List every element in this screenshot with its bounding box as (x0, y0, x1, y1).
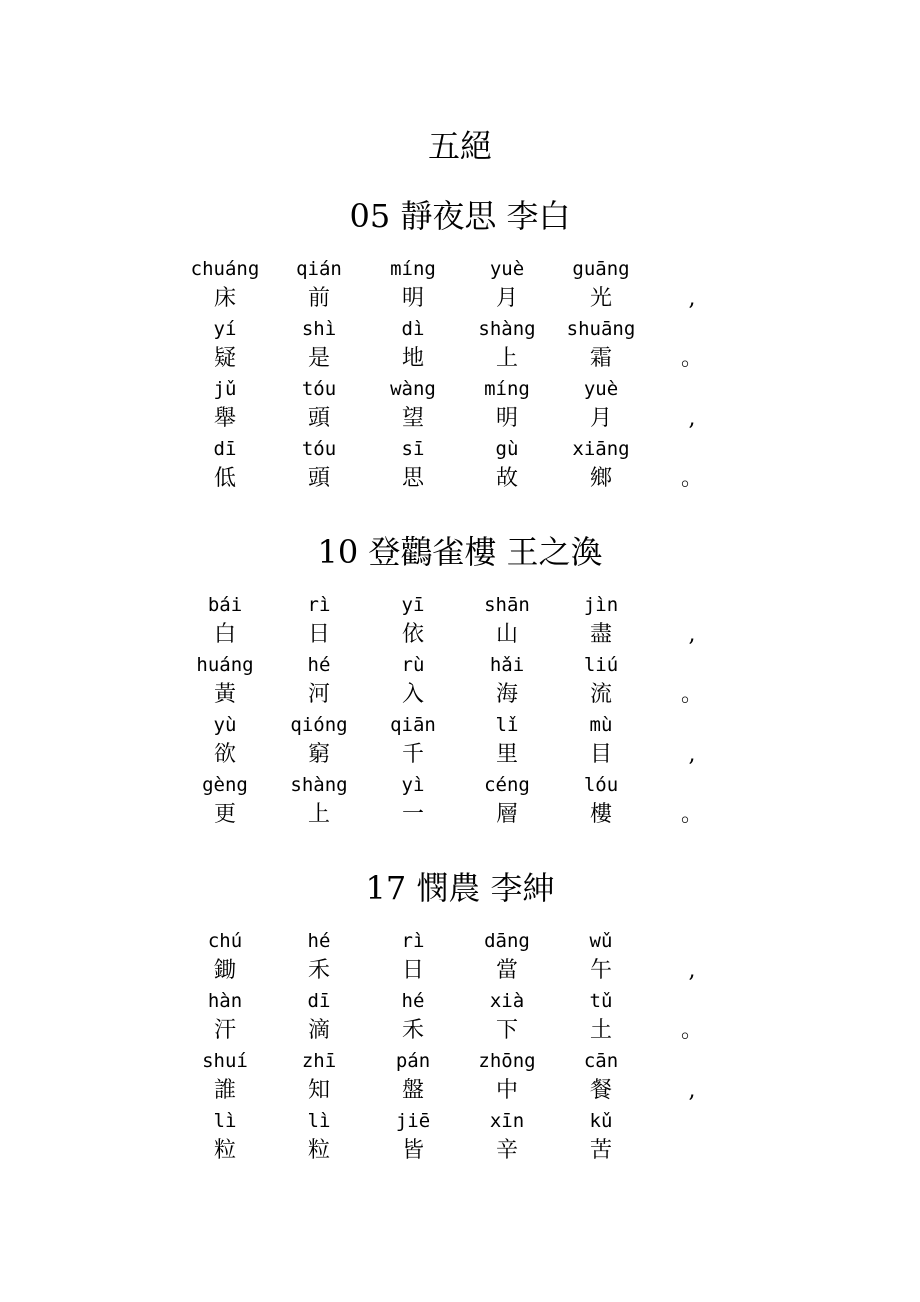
poem-line (0, 1106, 920, 1166)
pinyin-syllable: zhī (301, 1050, 337, 1072)
hanzi-character: 舉 (213, 406, 236, 431)
hanzi-character: 地 (401, 346, 424, 371)
pinyin-syllable: gù (495, 438, 519, 460)
hanzi-character: 山 (495, 622, 518, 647)
hanzi-character: 光 (589, 286, 612, 311)
punctuation-mark: 。 (680, 1018, 703, 1043)
pinyin-row (0, 254, 920, 284)
hanzi-character: 海 (495, 682, 518, 707)
hanzi-character: 中 (495, 1078, 518, 1103)
poem-line (0, 374, 920, 434)
poem-line (0, 986, 920, 1046)
pinyin-syllable: rì (401, 930, 425, 952)
pinyin-syllable: yuè (583, 378, 619, 400)
pinyin-syllable: wàng (390, 378, 436, 400)
hanzi-character: 河 (307, 682, 330, 707)
hanzi-character: 粒 (213, 1138, 236, 1163)
pinyin-row (0, 710, 920, 740)
pinyin-syllable: tóu (301, 378, 337, 400)
hanzi-character: 故 (495, 466, 518, 491)
pinyin-syllable: yuè (489, 258, 525, 280)
pinyin-syllable: bái (207, 594, 243, 616)
pinyin-syllable: dì (401, 318, 425, 340)
pinyin-syllable: guāng (572, 258, 630, 280)
pinyin-syllable: lì (307, 1110, 331, 1132)
punctuation-mark: , (688, 742, 696, 767)
pinyin-syllable: huáng (196, 654, 254, 676)
hanzi-character: 欲 (213, 742, 236, 767)
hanzi-character: 窮 (307, 742, 330, 767)
poem-line (0, 710, 920, 770)
pinyin-syllable: mù (589, 714, 613, 736)
pinyin-syllable: shàng (290, 774, 348, 796)
hanzi-row (0, 344, 920, 374)
hanzi-row (0, 464, 920, 494)
hanzi-character: 午 (589, 958, 612, 983)
pinyin-syllable: jìn (583, 594, 619, 616)
hanzi-row (0, 1136, 920, 1166)
pinyin-syllable: qián (296, 258, 342, 280)
hanzi-row (0, 620, 920, 650)
hanzi-character: 是 (307, 346, 330, 371)
punctuation-mark: 。 (680, 346, 703, 371)
poem-lines (0, 254, 920, 494)
pinyin-syllable: kǔ (589, 1110, 613, 1132)
hanzi-character: 床 (213, 286, 236, 311)
hanzi-character: 里 (495, 742, 518, 767)
pinyin-syllable: lì (213, 1110, 237, 1132)
hanzi-character: 頭 (307, 406, 330, 431)
pinyin-syllable: shuí (202, 1050, 248, 1072)
hanzi-character: 前 (307, 286, 330, 311)
hanzi-character: 月 (495, 286, 518, 311)
hanzi-character: 鋤 (213, 958, 236, 983)
hanzi-character: 日 (401, 958, 424, 983)
pinyin-syllable: shuāng (566, 318, 636, 340)
pinyin-syllable: míng (390, 258, 436, 280)
hanzi-character: 當 (495, 958, 518, 983)
poem-line (0, 770, 920, 830)
poem-lines (0, 926, 920, 1166)
punctuation-mark: , (688, 958, 696, 983)
hanzi-character: 禾 (307, 958, 330, 983)
poem-title: 17 憫農 李紳 (365, 869, 555, 907)
pinyin-syllable: hé (401, 990, 425, 1012)
pinyin-syllable: yí (213, 318, 237, 340)
poem-line (0, 590, 920, 650)
pinyin-syllable: yī (401, 594, 425, 616)
poem-line (0, 434, 920, 494)
hanzi-row (0, 1016, 920, 1046)
hanzi-character: 依 (401, 622, 424, 647)
punctuation-mark: , (688, 286, 696, 311)
hanzi-character: 汗 (213, 1018, 236, 1043)
pinyin-syllable: dāng (484, 930, 530, 952)
hanzi-row (0, 404, 920, 434)
hanzi-character: 流 (589, 682, 612, 707)
poem-line (0, 926, 920, 986)
pinyin-syllable: hé (307, 930, 331, 952)
hanzi-row (0, 284, 920, 314)
hanzi-character: 上 (495, 346, 518, 371)
hanzi-row (0, 800, 920, 830)
pinyin-row (0, 1106, 920, 1136)
hanzi-row (0, 680, 920, 710)
pinyin-row (0, 770, 920, 800)
hanzi-character: 月 (589, 406, 612, 431)
hanzi-character: 餐 (589, 1078, 612, 1103)
pinyin-syllable: rù (401, 654, 425, 676)
punctuation-mark: , (688, 622, 696, 647)
poem-title: 10 登鸛雀樓 王之渙 (317, 533, 603, 571)
hanzi-character: 盡 (589, 622, 612, 647)
hanzi-character: 黃 (213, 682, 236, 707)
pinyin-syllable: míng (484, 378, 530, 400)
punctuation-mark: 。 (680, 466, 703, 491)
hanzi-row (0, 740, 920, 770)
pinyin-syllable: liú (583, 654, 619, 676)
pinyin-row (0, 926, 920, 956)
pinyin-syllable: cān (583, 1050, 619, 1072)
hanzi-character: 目 (589, 742, 612, 767)
pinyin-syllable: xiāng (572, 438, 630, 460)
pinyin-row (0, 650, 920, 680)
hanzi-character: 望 (401, 406, 424, 431)
hanzi-character: 疑 (213, 346, 236, 371)
pinyin-syllable: sī (401, 438, 425, 460)
hanzi-character: 土 (589, 1018, 612, 1043)
pinyin-syllable: qiān (390, 714, 436, 736)
pinyin-syllable: chú (207, 930, 243, 952)
pinyin-syllable: dī (307, 990, 331, 1012)
hanzi-character: 上 (307, 802, 330, 827)
hanzi-character: 層 (495, 802, 518, 827)
pinyin-syllable: xīn (489, 1110, 525, 1132)
poem-line (0, 650, 920, 710)
pinyin-syllable: zhōng (478, 1050, 536, 1072)
hanzi-character: 思 (401, 466, 424, 491)
pinyin-syllable: yù (213, 714, 237, 736)
hanzi-character: 頭 (307, 466, 330, 491)
pinyin-syllable: hàn (207, 990, 243, 1012)
hanzi-character: 盤 (401, 1078, 424, 1103)
hanzi-character: 千 (401, 742, 424, 767)
pinyin-row (0, 1046, 920, 1076)
hanzi-row (0, 1076, 920, 1106)
pinyin-row (0, 374, 920, 404)
hanzi-row (0, 956, 920, 986)
hanzi-character: 霜 (589, 346, 612, 371)
pinyin-syllable: lóu (583, 774, 619, 796)
pinyin-syllable: céng (484, 774, 530, 796)
pinyin-row (0, 434, 920, 464)
hanzi-character: 鄉 (589, 466, 612, 491)
hanzi-character: 皆 (401, 1138, 424, 1163)
page-title: 五絕 (427, 127, 492, 165)
punctuation-mark: , (688, 1078, 696, 1103)
pinyin-syllable: jǔ (213, 378, 237, 400)
poem-line (0, 314, 920, 374)
pinyin-row (0, 314, 920, 344)
hanzi-character: 粒 (307, 1138, 330, 1163)
hanzi-character: 入 (401, 682, 424, 707)
poem-line (0, 254, 920, 314)
hanzi-character: 低 (213, 466, 236, 491)
hanzi-character: 日 (307, 622, 330, 647)
pinyin-syllable: chuáng (190, 258, 260, 280)
pinyin-syllable: shān (484, 594, 530, 616)
pinyin-syllable: tóu (301, 438, 337, 460)
pinyin-syllable: jiē (395, 1110, 431, 1132)
pinyin-syllable: yì (401, 774, 425, 796)
pinyin-syllable: wǔ (589, 930, 613, 952)
pinyin-syllable: gèng (202, 774, 248, 796)
hanzi-character: 樓 (589, 802, 612, 827)
hanzi-character: 白 (213, 622, 236, 647)
hanzi-character: 一 (401, 802, 424, 827)
hanzi-character: 明 (401, 286, 424, 311)
punctuation-mark: 。 (680, 802, 703, 827)
poem-title: 05 靜夜思 李白 (349, 197, 571, 235)
pinyin-syllable: hé (307, 654, 331, 676)
pinyin-syllable: dī (213, 438, 237, 460)
poem-line (0, 1046, 920, 1106)
punctuation-mark: , (688, 406, 696, 431)
pinyin-syllable: tǔ (589, 990, 613, 1012)
hanzi-character: 明 (495, 406, 518, 431)
pinyin-syllable: hǎi (489, 654, 525, 676)
hanzi-character: 辛 (495, 1138, 518, 1163)
hanzi-character: 苦 (589, 1138, 612, 1163)
hanzi-character: 誰 (213, 1078, 236, 1103)
pinyin-syllable: rì (307, 594, 331, 616)
pinyin-syllable: qióng (290, 714, 348, 736)
pinyin-syllable: lǐ (495, 714, 519, 736)
pinyin-syllable: pán (395, 1050, 431, 1072)
punctuation-mark: 。 (680, 682, 703, 707)
hanzi-character: 更 (213, 802, 236, 827)
pinyin-row (0, 590, 920, 620)
pinyin-syllable: shì (301, 318, 337, 340)
hanzi-character: 禾 (401, 1018, 424, 1043)
pinyin-row (0, 986, 920, 1016)
pinyin-syllable: shàng (478, 318, 536, 340)
hanzi-character: 知 (307, 1078, 330, 1103)
poem-lines (0, 590, 920, 830)
hanzi-character: 下 (495, 1018, 518, 1043)
pinyin-syllable: xià (489, 990, 525, 1012)
hanzi-character: 滴 (307, 1018, 330, 1043)
